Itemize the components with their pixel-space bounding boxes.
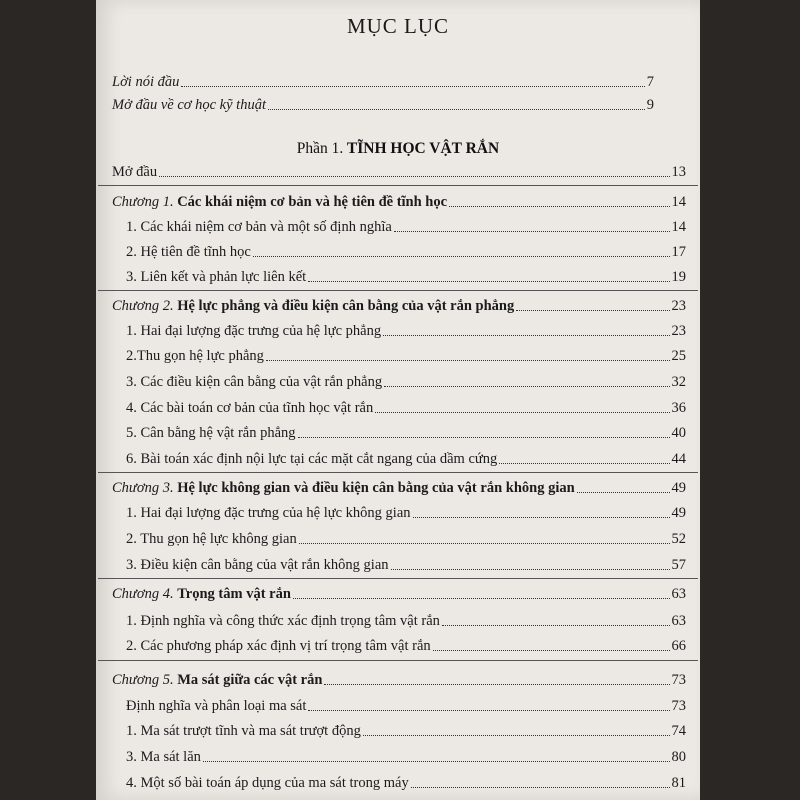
separator [98, 290, 698, 291]
page-number: 66 [671, 638, 686, 654]
chapter-prefix: Chương 2. [112, 298, 174, 314]
chapter-title: Trọng tâm vật rắn [177, 586, 291, 602]
chapter-entry [112, 479, 686, 497]
page-number: 40 [671, 425, 686, 441]
dot-leader [442, 625, 670, 626]
page-number: 63 [671, 586, 686, 602]
section-label: 2. Hệ tiên đề tĩnh học [126, 244, 251, 260]
section-entry [126, 748, 686, 766]
entry-label: Mở đầu về cơ học kỹ thuật [112, 97, 266, 113]
page-number: 57 [671, 557, 686, 573]
toc-entry [112, 73, 654, 91]
page-number: 52 [671, 531, 686, 547]
dot-leader [268, 109, 645, 110]
entry-label: Lời nói đầu [112, 74, 180, 90]
section-label: 5. Cân bằng hệ vật rắn phẳng [126, 425, 296, 441]
page-number: 74 [671, 723, 686, 739]
section-entry [126, 322, 686, 340]
part-prefix: Phần 1. [296, 140, 344, 157]
entry-label: Mở đầu [112, 164, 158, 180]
page-number: 9 [646, 97, 654, 113]
toc-entry [112, 96, 654, 114]
chapter-entry [112, 297, 686, 315]
chapter-prefix: Chương 1. [112, 194, 174, 210]
section-label: 2. Thu gọn hệ lực không gian [126, 531, 297, 547]
dot-leader [159, 176, 669, 177]
page-number: 14 [671, 219, 686, 235]
page-number: 63 [671, 613, 686, 629]
section-label: 4. Các bài toán cơ bản của tĩnh học vật rắn [126, 400, 374, 416]
page-number: 49 [671, 480, 686, 496]
dot-leader [308, 281, 669, 282]
page-number: 36 [671, 400, 686, 416]
chapter-prefix: Chương 3. [112, 480, 174, 496]
page-number: 73 [671, 672, 686, 688]
dot-leader [433, 650, 670, 651]
section-label: 1. Định nghĩa và công thức xác định trọng tâm vật rắn [126, 613, 440, 629]
dot-leader [203, 761, 670, 762]
dot-leader [308, 710, 669, 711]
dot-leader [298, 437, 670, 438]
dot-leader [499, 463, 669, 464]
section-entry [126, 504, 686, 522]
page-number: 25 [671, 348, 686, 364]
section-entry [126, 450, 686, 468]
dot-leader [394, 231, 670, 232]
section-label: 2.Thu gọn hệ lực phẳng [126, 348, 264, 364]
toc-entry [112, 163, 686, 181]
dot-leader [375, 412, 669, 413]
section-label: 3. Ma sát lăn [126, 749, 201, 765]
chapter-prefix: Chương 5. [112, 672, 174, 688]
page-number: 80 [671, 749, 686, 765]
section-entry [126, 697, 686, 715]
chapter-title: Hệ lực không gian và điều kiện cân bằng của vật rắn không gian [177, 480, 575, 496]
page-number: 23 [671, 298, 686, 314]
section-label: 1. Ma sát trượt tĩnh và ma sát trượt động [126, 723, 361, 739]
page-number: 44 [671, 451, 686, 467]
section-entry [126, 637, 686, 655]
section-entry [126, 243, 686, 261]
dot-leader [324, 684, 669, 685]
dot-leader [253, 256, 670, 257]
part-heading [96, 140, 700, 158]
section-label: 3. Liên kết và phản lực liên kết [126, 269, 307, 285]
page-number: 14 [671, 194, 686, 210]
section-entry [126, 268, 686, 286]
dot-leader [266, 360, 670, 361]
part-name: TĨNH HỌC VẬT RẮN [346, 140, 500, 157]
separator [98, 660, 698, 661]
section-entry [126, 373, 686, 391]
section-label: 1. Hai đại lượng đặc trưng của hệ lực không gian [126, 505, 411, 521]
dot-leader [384, 386, 669, 387]
section-label: 3. Điều kiện cân bằng của vật rắn không gian [126, 557, 389, 573]
section-label: Định nghĩa và phân loại ma sát [126, 698, 307, 714]
section-entry [126, 530, 686, 548]
dot-leader [411, 787, 670, 788]
page-number: 17 [671, 244, 686, 260]
page-number: 32 [671, 374, 686, 390]
page-number: 19 [671, 269, 686, 285]
page-number: 81 [671, 775, 686, 791]
separator [98, 472, 698, 473]
section-entry [126, 556, 686, 574]
section-label: 4. Một số bài toán áp dụng của ma sát trong máy [126, 775, 409, 791]
section-label: 6. Bài toán xác định nội lực tại các mặt cắt ngang của dầm cứng [126, 451, 498, 467]
chapter-title: Ma sát giữa các vật rắn [177, 672, 323, 688]
chapter-entry [112, 671, 686, 689]
section-entry [126, 612, 686, 630]
separator [98, 185, 698, 186]
page-title: MỤC LỤC [346, 14, 450, 38]
page-number: 23 [671, 323, 686, 339]
page-number: 49 [671, 505, 686, 521]
dot-leader [516, 310, 669, 311]
section-entry [126, 399, 686, 417]
chapter-title: Hệ lực phẳng và điều kiện cân bằng của vật rắn phẳng [177, 298, 515, 314]
section-entry [126, 424, 686, 442]
section-entry [126, 774, 686, 792]
section-entry [126, 347, 686, 365]
dot-leader [299, 543, 670, 544]
section-entry [126, 722, 686, 740]
dot-leader [449, 206, 669, 207]
separator [98, 578, 698, 579]
dot-leader [577, 492, 670, 493]
page-number: 13 [671, 164, 686, 180]
book-page [96, 0, 700, 800]
dot-leader [413, 517, 670, 518]
section-label: 3. Các điều kiện cân bằng của vật rắn phẳng [126, 374, 383, 390]
page-number: 73 [671, 698, 686, 714]
dot-leader [383, 335, 669, 336]
page-number: 7 [646, 74, 654, 90]
chapter-prefix: Chương 4. [112, 586, 174, 602]
dot-leader [293, 598, 670, 599]
section-entry [126, 218, 686, 236]
dot-leader [181, 86, 644, 87]
section-label: 1. Hai đại lượng đặc trưng của hệ lực phẳng [126, 323, 382, 339]
section-label: 2. Các phương pháp xác định vị trí trọng tâm vật rắn [126, 638, 431, 654]
chapter-title: Các khái niệm cơ bản và hệ tiên đề tĩnh học [177, 194, 448, 210]
chapter-entry [112, 193, 686, 211]
dot-leader [391, 569, 670, 570]
section-label: 1. Các khái niệm cơ bản và một số định nghĩa [126, 219, 392, 235]
chapter-entry [112, 585, 686, 603]
dot-leader [363, 735, 670, 736]
